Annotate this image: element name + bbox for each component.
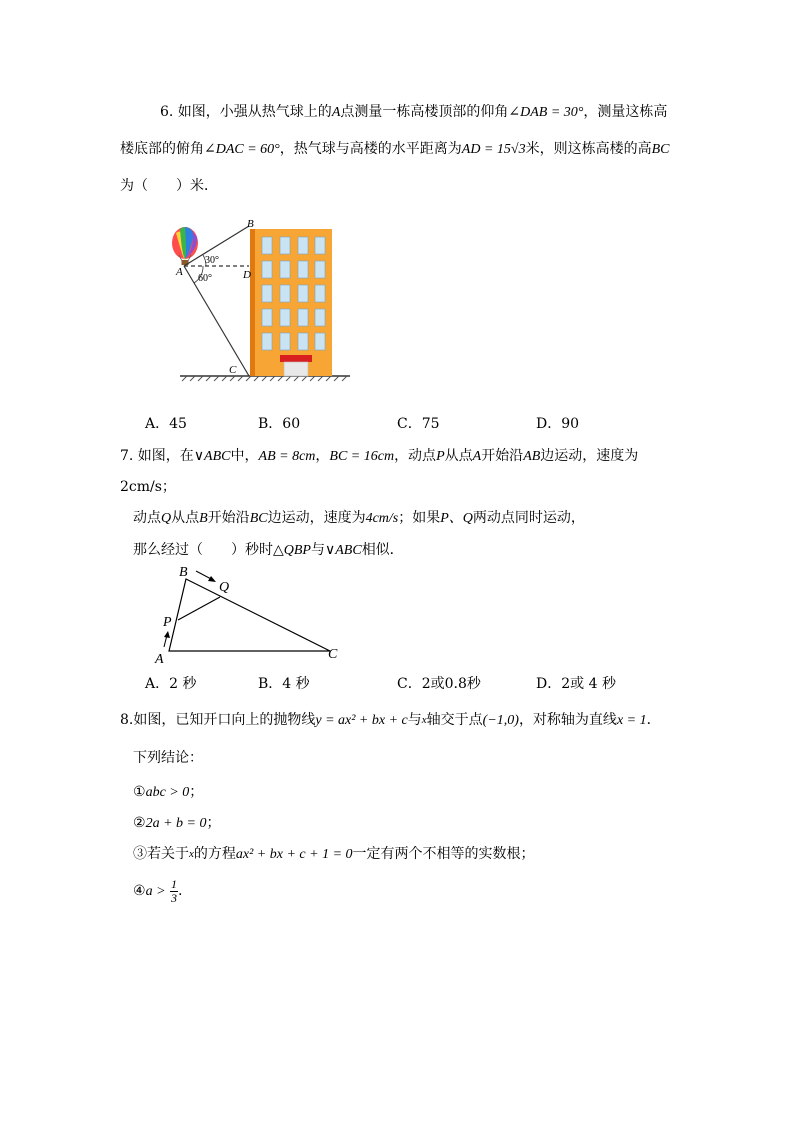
point-C-label: C	[229, 364, 237, 376]
q8-conclusion-4: ④a > $\frac{1}{3}$ .	[133, 876, 183, 905]
q6-option-a[interactable]: A．45	[145, 416, 187, 432]
q6-option-d[interactable]: D．90	[536, 416, 580, 432]
point-D-label: D	[243, 269, 251, 281]
q6-option-b[interactable]: B．60	[258, 416, 301, 432]
q7-option-a[interactable]: A．2 秒	[145, 676, 197, 692]
building-door	[284, 362, 308, 376]
q6-figure	[170, 215, 370, 390]
building-edge	[250, 229, 255, 376]
building-awning	[280, 355, 312, 362]
segment-PQ	[178, 597, 220, 620]
point-A-label: A	[155, 652, 164, 667]
q8-conclusion-1: ①abc > 0；	[133, 784, 204, 800]
q6-line-1: 6. 如图，小强从热气球上的A点测量一栋高楼顶部的仰角∠DAB = 30°，测量这栋高	[160, 104, 668, 120]
q8-line-1: 8.如图，已知开口向上的抛物线y = ax² + bx + c与$^x$轴交于点(−1,0)，对称轴为直线x = 1．	[120, 712, 661, 728]
point-Q-label: Q	[219, 580, 230, 595]
q7-option-d[interactable]: D．2或 4 秒	[536, 676, 616, 692]
q7-line-1: 7. 如图，在∨ABC中，AB = 8cm，BC = 16cm，动点P从点A开始沿AB边运动，速度为	[120, 448, 639, 464]
q7-line-4: 那么经过（ ）秒时△QBP与∨ABC相似．	[133, 542, 404, 558]
fraction-one-third: $\frac{1}{3}$	[170, 876, 177, 905]
q6-line-3: 为（ ）米．	[120, 178, 218, 194]
q6-line-2: 楼底部的俯角∠DAC = 60°，热气球与高楼的水平距离为AD = 15√3米，则这栋高楼的高BC	[120, 141, 670, 157]
q7-option-b[interactable]: B．4 秒	[258, 676, 310, 692]
angle-30-label: 30°	[205, 255, 219, 266]
q8-intro: 下列结论：	[133, 750, 203, 766]
point-C-label: C	[328, 647, 338, 662]
arrow-P-head	[164, 631, 170, 638]
q8-conclusion-3: ③若关于$^x$的方程ax² + bx + c + 1 = 0一定有两个不相等的实数根；	[133, 846, 535, 862]
q7-line-3: 动点Q从点B开始沿BC边运动，速度为4cm/s；如果P、Q两动点同时运动，	[133, 510, 585, 526]
point-A-label: A	[176, 266, 183, 278]
line-AC	[184, 266, 249, 376]
arrow-Q-head	[208, 576, 216, 582]
point-P-label: P	[163, 615, 172, 630]
q7-option-c[interactable]: C．2或0.8秒	[397, 676, 481, 692]
angle-60-label: 60°	[198, 273, 212, 284]
point-B-label: B	[247, 218, 254, 230]
q6-option-c[interactable]: C．75	[397, 416, 440, 432]
q7-figure	[150, 562, 350, 667]
triangle-ABC	[169, 579, 330, 651]
point-B-label: B	[179, 565, 188, 580]
q7-line-2: 2cm/s；	[120, 479, 176, 495]
q8-conclusion-2: ②2a + b = 0；	[133, 815, 221, 831]
